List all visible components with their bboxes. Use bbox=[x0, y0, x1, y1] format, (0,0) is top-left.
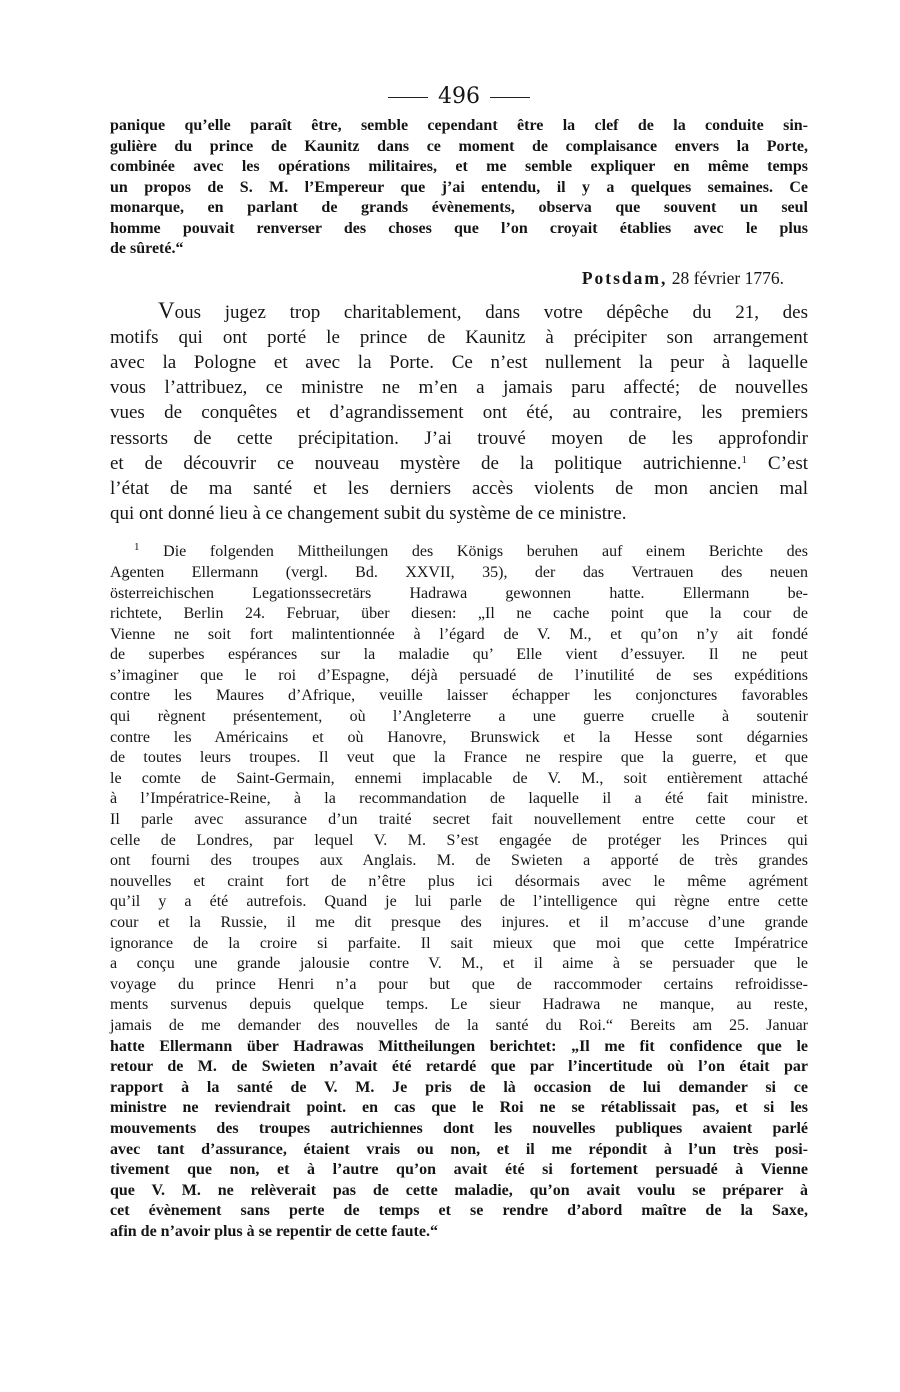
footnote-line: le comte de Saint-Germain, ennemi implacable de V. M., soit entièrement attaché bbox=[110, 769, 808, 787]
footnote-line: ont fourni des troupes aux Anglais. M. de Swieten a apporté de très grandes bbox=[110, 852, 808, 870]
letter-line: vous l’attribuez, ce ministre ne m’en a jamais paru affecté; de nouvelles bbox=[110, 377, 808, 399]
header-rule-left bbox=[388, 97, 428, 98]
document-page bbox=[110, 78, 808, 1243]
letter-line: vues de conquêtes et d’agrandissement ont été, au contraire, les premiers bbox=[110, 402, 808, 424]
letter-line: Vous jugez trop charitablement, dans votre dépêche du 21, des bbox=[158, 297, 808, 323]
dateline-date: 28 février 1776. bbox=[671, 267, 784, 288]
footnote-line: $^1$ Die folgenden Mittheilungen des Königs beruhen auf einem Berichte des bbox=[134, 541, 809, 561]
footnote-line: rapport à la santé de V. M. Je pris de là occasion de lui demander si ce bbox=[110, 1078, 808, 1096]
footnote-line: à l’Impératrice-Reine, à la recommandation de laquelle il a été fait ministre. bbox=[110, 790, 808, 808]
quote-line: de sûreté.“ bbox=[110, 240, 184, 257]
quote-line: un propos de S. M. l’Empereur que j’ai entendu, il y a quelques semaines. Ce bbox=[110, 178, 808, 196]
footnote-line: hatte Ellermann über Hadrawas Mittheilungen berichtet: „Il me fit confidence que le bbox=[110, 1037, 808, 1055]
letter-line: avec la Pologne et avec la Porte. Ce n’est nullement la peur à laquelle bbox=[110, 351, 808, 373]
footnote-line: cour et la Russie, il me dit presque des injures. et il m’accuse d’une grande bbox=[110, 914, 808, 932]
page-number: 496 bbox=[438, 84, 480, 109]
letter-initial: V bbox=[158, 297, 175, 323]
footnote-line: que V. M. ne relèverait pas de cette maladie, qu’on avait voulu se préparer à bbox=[110, 1181, 808, 1199]
footnote-line: nouvelles et craint fort de n’être plus ici désormais avec le même agrément bbox=[110, 872, 808, 890]
footnote-line: mouvements des troupes autrichiennes dont les nouvelles publiques avaient parlé bbox=[110, 1119, 808, 1137]
letter-line: motifs qui ont porté le prince de Kaunitz à précipiter son arrangement bbox=[110, 326, 808, 348]
footnote-line: jamais de me demander des nouvelles de la santé du Roi.“ Bereits am 25. Januar bbox=[110, 1016, 808, 1034]
footnote bbox=[110, 542, 808, 1242]
footnote-line: voyage du prince Henri n’a pour but que de raccommoder certains refroidisse- bbox=[110, 975, 808, 993]
footnote-line: a conçu une grande jalousie contre V. M., et il aime à se persuader que le bbox=[110, 955, 808, 973]
footnote-reference[interactable]: 1 bbox=[741, 453, 748, 466]
quote-line: combinée avec les opérations militaires, et me semble expliquer en même temps bbox=[110, 158, 808, 175]
footnote-line: s’imaginer que le roi d’Espagne, déjà persuadé de l’inutilité de ses expéditions bbox=[110, 666, 808, 684]
quote-line: panique qu’elle paraît être, semble cependant être la clef de la conduite sin- bbox=[110, 117, 808, 134]
footnote-line: ments survenus depuis quelque temps. Le sieur Hadrawa ne manque, au reste, bbox=[110, 996, 808, 1014]
footnote-line: contre les Américains et où Hanovre, Brunswick et la Hesse sont dégarnies bbox=[110, 728, 808, 746]
quote-line: homme pouvait renverser des choses que l’on croyait établies avec le plus bbox=[110, 219, 808, 237]
letter-body bbox=[110, 298, 808, 527]
footnote-line: qu’il y a été autrefois. Quand je lui parle de l’intelligence qui règne entre cette bbox=[110, 893, 808, 911]
footnote-line: de superbes espérances sur la maladie qu’ Elle vient d’essuyer. Il ne peut bbox=[110, 646, 808, 664]
dateline-place: Potsdam, bbox=[581, 267, 668, 288]
footnote-line: contre les Maures d’Afrique, veuille laisser échapper les conjonctures favorables bbox=[110, 687, 808, 705]
letter-line: qui ont donné lieu à ce changement subit du système de ce ministre. bbox=[110, 503, 627, 525]
footnote-line: afin de n’avoir plus à se repentir de cette faute.“ bbox=[110, 1222, 438, 1240]
footnote-line: ignorance de la croire si parfaite. Il sait mieux que moi que cette Impératrice bbox=[110, 934, 808, 952]
letter-line: l’état de ma santé et les derniers accès violents de mon ancien mal bbox=[110, 477, 808, 499]
footnote-line: richtete, Berlin 24. Februar, über diesen: „Il ne cache point que la cour de bbox=[110, 605, 808, 623]
footnote-line: Vienne ne soit fort malintentionnée à l’égard de V. M., et qu’on n’y ait fondé bbox=[110, 625, 808, 643]
footnote-line: Il parle avec assurance d’un traité secret fait nouvellement entre cette cour et bbox=[110, 811, 808, 829]
footnote-line: de toutes leurs troupes. Il veut que la France ne respire que la guerre, et que bbox=[110, 749, 808, 767]
quote-line: monarque, en parlant de grands évènements, observa que souvent un seul bbox=[110, 199, 808, 216]
footnote-line: tivement que non, et à l’autre qu’on avait été si fortement persuadé à Vienne bbox=[110, 1161, 808, 1179]
quote-continuation bbox=[110, 116, 808, 260]
footnote-line: qui règnent présentement, où l’Angleterre a une guerre cruelle à soutenir bbox=[110, 708, 808, 726]
footnote-line: avec tant d’assurance, étaient vrais ou non, et il me répondit à l’un très posi- bbox=[110, 1140, 808, 1158]
letter-dateline bbox=[110, 264, 808, 292]
footnote-line: österreichischen Legationssecretärs Hadrawa gewonnen hatte. Ellermann be- bbox=[110, 584, 808, 602]
footnote-line: retour de M. de Swieten n’avait été retardé que par l’incertitude où l’on était par bbox=[110, 1058, 808, 1076]
footnote-line: celle de Londres, par lequel V. M. S’est engagée de protéger les Princes qui bbox=[110, 831, 808, 849]
letter-line: et de découvrir ce nouveau mystère de la politique autrichienne.$^1$ C’est bbox=[110, 452, 808, 474]
quote-line: gulière du prince de Kaunitz dans ce moment de complaisance envers la Porte, bbox=[110, 137, 808, 155]
footnote-line: Agenten Ellermann (vergl. Bd. XXVII, 35), der das Vertrauen des neuen bbox=[110, 563, 808, 581]
footnote-line: cet évènement sans perte de temps et se rendre d’abord maître de la Saxe, bbox=[110, 1202, 808, 1220]
footnote-line: ministre ne reviendrait point. en cas que le Roi ne se rétablissait pas, et si les bbox=[110, 1099, 808, 1117]
page-number-header bbox=[110, 78, 808, 116]
letter-line: ressorts de cette précipitation. J’ai trouvé moyen de les approfondir bbox=[110, 427, 808, 449]
header-rule-right bbox=[490, 97, 530, 98]
footnote-marker: 1 bbox=[134, 541, 140, 554]
